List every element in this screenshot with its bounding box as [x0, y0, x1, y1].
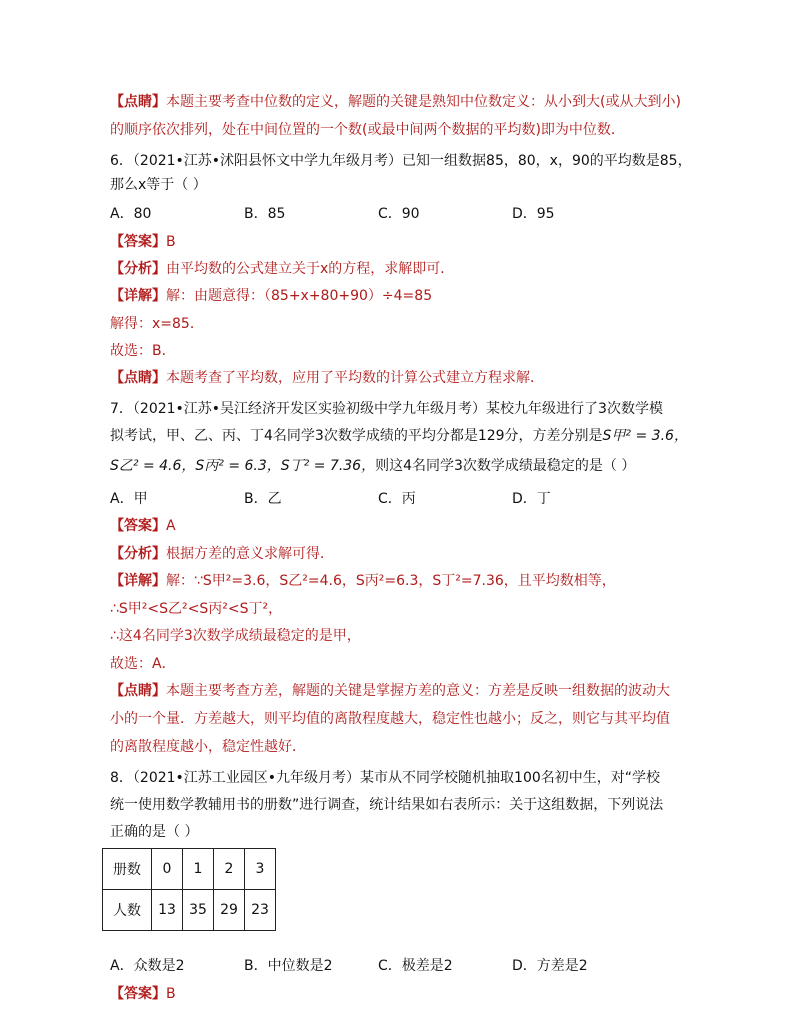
- table-cell: 23: [245, 890, 276, 931]
- q6-answer: 【答案】B: [110, 234, 176, 250]
- q6-xiangjie: 【详解】解：由题意得：（85+x+80+90）÷4=85: [110, 288, 433, 304]
- q7-stem-line3: S乙² = 4.6，S丙² = 6.3，S丁² = 7.36，则这4名同学3次数学成绩最稳定的是（ ）: [110, 458, 636, 474]
- q5-dianjing-line1: 【点睛】本题主要考查中位数的定义，解题的关键是熟知中位数定义：从小到大(或从大到小): [110, 94, 681, 110]
- table-cell: 2: [214, 849, 245, 890]
- q6-dianjing: 【点睛】本题考查了平均数，应用了平均数的计算公式建立方程求解．: [110, 370, 544, 386]
- q6-option-d: D．95: [512, 206, 555, 222]
- q7-dianjing-line2: 小的一个量．方差越大，则平均值的离散程度越大，稳定性也越小；反之，则它与其平均值: [110, 711, 670, 727]
- q6-stem-line2: 那么x等于（ ）: [110, 177, 207, 193]
- q7-stem-line2: 拟考试，甲、乙、丙、丁4名同学3次数学成绩的平均分都是129分，方差分别是S甲² = 3.6，: [110, 428, 688, 444]
- table-cell: 35: [183, 890, 214, 931]
- q7-stem-line1: 7．（2021•江苏•吴江经济开发区实验初级中学九年级月考）某校九年级进行了3次数学模: [110, 401, 663, 417]
- q8-stem-line2: 统一使用数学教辅用书的册数”进行调查，统计结果如右表所示：关于这组数据，下列说法: [110, 797, 664, 813]
- q8-stem-line3: 正确的是（ ）: [110, 824, 199, 840]
- table-cell: 0: [152, 849, 183, 890]
- q8-option-d: D．方差是2: [512, 958, 588, 974]
- q6-option-c: C．90: [378, 206, 420, 222]
- q8-answer: 【答案】B: [110, 986, 176, 1002]
- q7-order: ∴S甲²<S乙²<S丙²<S丁²，: [110, 601, 283, 617]
- s-jia-variance: S甲² = 3.6，: [602, 428, 688, 444]
- q8-stem-line1: 8．（2021•江苏工业园区•九年级月考）某市从不同学校随机抽取100名初中生，对“学校: [110, 770, 661, 786]
- q6-option-a: A．80: [110, 206, 152, 222]
- table-row: [103, 849, 276, 890]
- table-cell: 3: [245, 849, 276, 890]
- q6-jiede: 解得：x=85．: [110, 316, 204, 332]
- table-row: [103, 890, 276, 931]
- q7-dianjing-line1: 【点睛】本题主要考查方差，解题的关键是掌握方差的意义：方差是反映一组数据的波动大: [110, 683, 670, 699]
- q5-dianjing-line2: 的顺序依次排列，处在中间位置的一个数(或最中间两个数据的平均数)即为中位数．: [110, 122, 625, 138]
- q6-fenxi: 【分析】由平均数的公式建立关于x的方程，求解即可．: [110, 261, 455, 277]
- dianjing-label: 【点睛】: [110, 94, 166, 110]
- q7-fenxi: 【分析】根据方差的意义求解可得．: [110, 546, 334, 562]
- q7-option-a: A．甲: [110, 491, 148, 507]
- q7-answer: 【答案】A: [110, 518, 176, 534]
- table-header-cell: 人数: [103, 890, 152, 931]
- table-header-cell: 册数: [103, 849, 152, 890]
- q7-option-c: C．丙: [378, 491, 416, 507]
- table-cell: 13: [152, 890, 183, 931]
- q7-option-b: B．乙: [244, 491, 282, 507]
- q8-stat-table: [102, 848, 276, 931]
- q7-conclusion: ∴这4名同学3次数学成绩最稳定的是甲，: [110, 628, 361, 644]
- table-cell: 29: [214, 890, 245, 931]
- q8-option-b: B．中位数是2: [244, 958, 333, 974]
- q7-option-d: D．丁: [512, 491, 551, 507]
- table-cell: 1: [183, 849, 214, 890]
- q8-option-c: C．极差是2: [378, 958, 453, 974]
- q7-guxuan: 故选：A．: [110, 656, 176, 672]
- q8-option-a: A．众数是2: [110, 958, 185, 974]
- q7-xiangjie: 【详解】解：∵S甲²=3.6，S乙²=4.6，S丙²=6.3，S丁²=7.36，且平均数相等，: [110, 573, 616, 589]
- q7-dianjing-line3: 的离散程度越小，稳定性越好．: [110, 739, 306, 755]
- q6-stem-line1: 6．（2021•江苏•沭阳县怀文中学九年级月考）已知一组数据85，80，x，90的平均数是85，: [110, 153, 692, 169]
- q6-option-b: B．85: [244, 206, 286, 222]
- q6-guxuan: 故选：B．: [110, 343, 176, 359]
